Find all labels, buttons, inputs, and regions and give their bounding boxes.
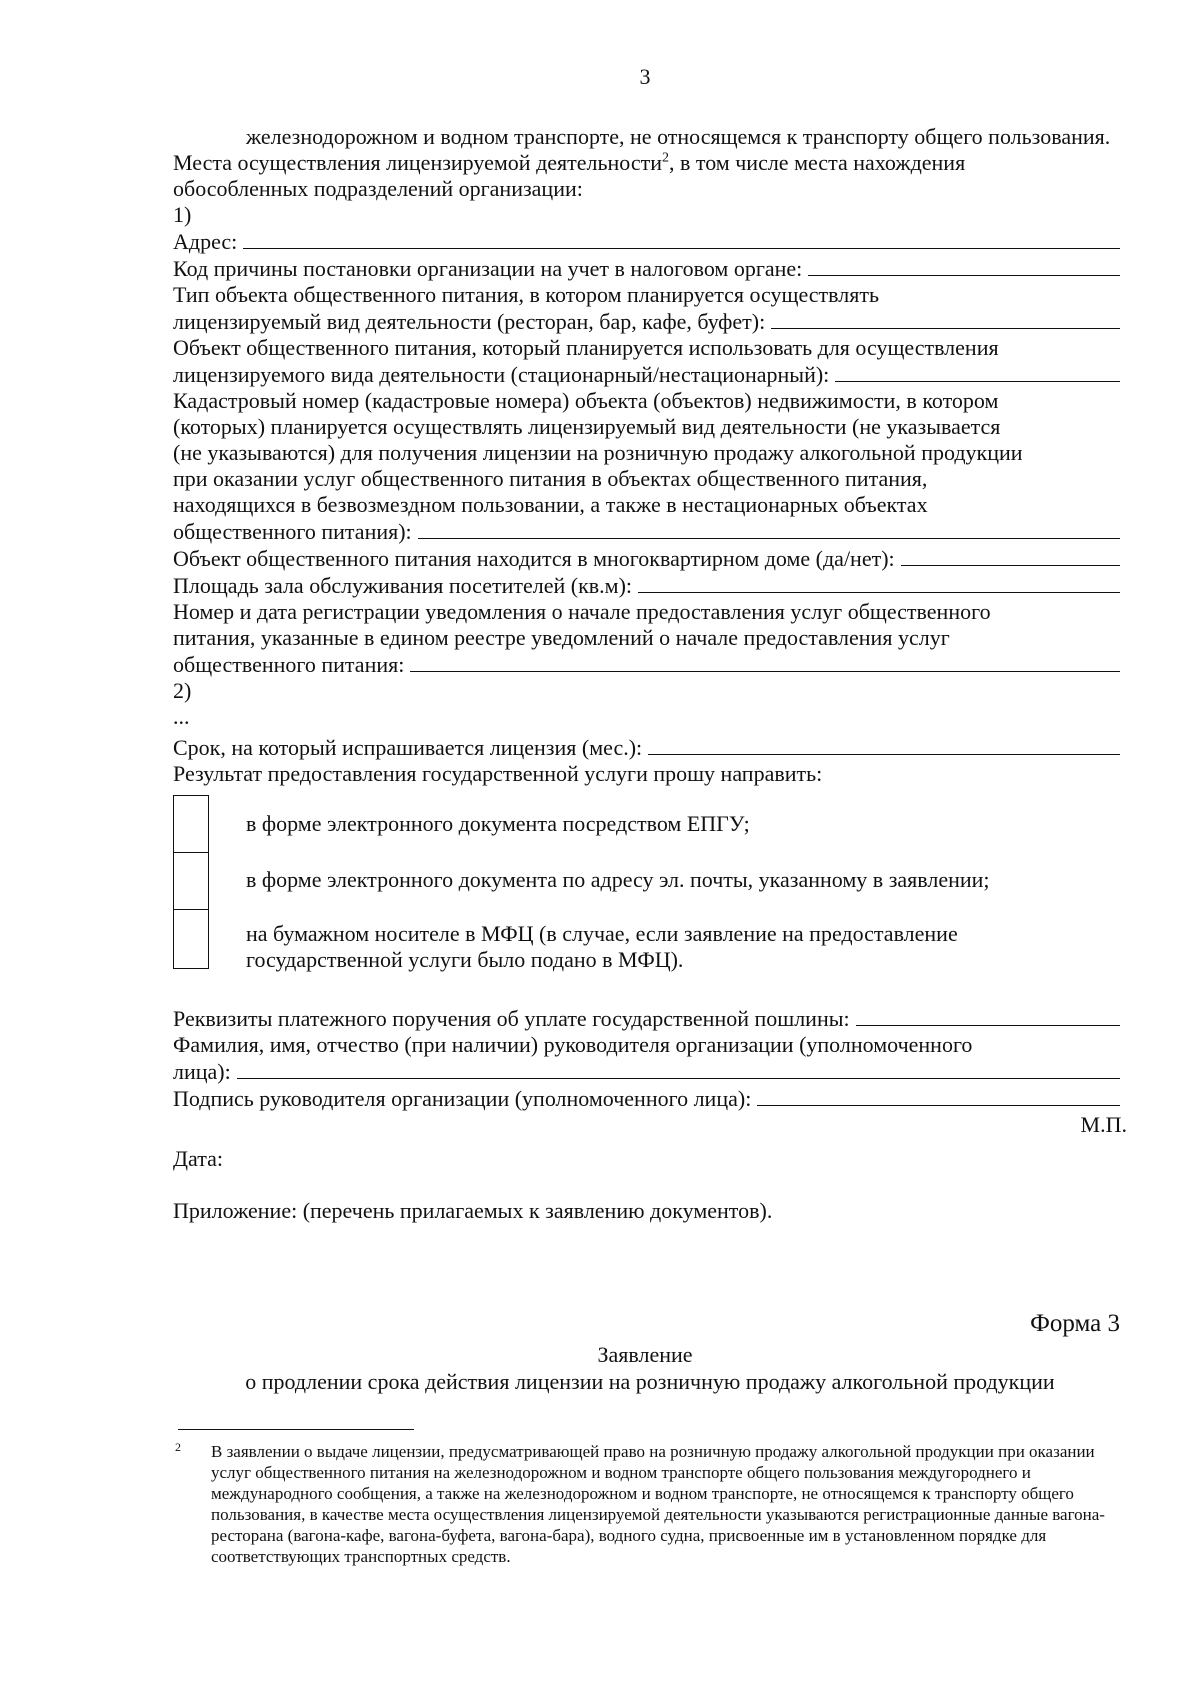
continued-paragraph: железнодорожном и водном транспорте, не относящемся к транспорту общего пользования. (246, 124, 1111, 149)
places-text: Места осуществления лицензируемой деятельности (173, 150, 663, 175)
application-subtitle: о продлении срока действия лицензии на розничную продажу алкогольной продукции (245, 1369, 1055, 1394)
cadastral-field[interactable] (418, 518, 1120, 539)
cadastral-label-line2: (которых) планируется осуществлять лицензируемый вид деятельности (не указывается (173, 414, 1001, 439)
address-field[interactable] (243, 228, 1120, 249)
apartment-building-row (173, 545, 1120, 572)
kpp-field[interactable] (808, 255, 1120, 276)
ellipsis: ... (173, 704, 190, 729)
object-kind-field[interactable] (835, 361, 1120, 382)
places-text-line2: обособленных подразделений организации: (173, 176, 583, 201)
term-label: Срок, на который испрашивается лицензия (мес.): (173, 735, 643, 760)
footnote-separator (178, 1429, 414, 1430)
result-delivery-label: Результат предоставления государственной услуги прошу направить: (173, 761, 823, 786)
object-type-label: лицензируемый вид деятельности (ресторан, бар, кафе, буфет): (173, 309, 766, 334)
notification-label-line2: питания, указанные в едином реестре уведомлений о начале предоставления услуг (173, 625, 950, 650)
option-mfc-label-line2: государственной услуги было подано в МФЦ). (246, 947, 684, 972)
option-email-label: в форме электронного документа по адресу эл. почты, указанному в заявлении; (246, 867, 990, 892)
object-kind-label-line1: Объект общественного питания, который планируется использовать для осуществления (173, 335, 999, 360)
checkbox-epgu[interactable] (173, 795, 209, 853)
item-number-1: 1) (173, 202, 192, 227)
address-label: Адрес: (173, 229, 238, 254)
object-type-row (173, 308, 1120, 335)
signature-field[interactable] (757, 1085, 1120, 1106)
cadastral-row (173, 518, 1120, 545)
application-title: Заявление (597, 1342, 693, 1367)
item-number-2: 2) (173, 678, 192, 703)
footnote-text: В заявлении о выдаче лицензии, предусматривающей право на розничную продажу алкогольной продукции при оказании услуг общественного питания на железнодорожном и водном транспорте общего пользования междугороднего и международного сообщения, а также на железнодорожном и водном транспорте, не относящемся к транспорту общего пользования, в качестве места осуществления лицензируемой деятельности указываются регистрационные данные вагона-ресторана (вагона-кафе, вагона-буфета, вагона-бара), водного судна, присвоенные им в установленном порядке для соответствующих транспортных средств. (211, 1442, 1105, 1566)
notification-field[interactable] (410, 651, 1120, 672)
notification-label-line1: Номер и дата регистрации уведомления о начале предоставления услуг общественного (173, 599, 991, 624)
footnote (173, 1441, 1123, 1567)
payment-row (173, 1005, 1120, 1032)
address-row (173, 228, 1120, 255)
attachments-label: Приложение: (перечень прилагаемых к заявлению документов). (173, 1198, 773, 1223)
head-name-row (173, 1058, 1120, 1085)
apartment-building-label: Объект общественного питания находится в многоквартирном доме (да/нет): (173, 546, 895, 571)
object-type-label-line1: Тип объекта общественного питания, в котором планируется осуществлять (173, 282, 880, 307)
hall-area-field[interactable] (638, 572, 1120, 593)
head-name-label: лица): (173, 1059, 231, 1084)
checkbox-email[interactable] (173, 851, 209, 910)
footnote-number: 2 (175, 1440, 181, 1454)
cadastral-label-line3: (не указываются) для получения лицензии на розничную продажу алкогольной продукции (173, 440, 1023, 465)
cadastral-label-line5: находящихся в безвозмездном пользовании, а также в нестационарных объектах (173, 492, 928, 517)
places-text-cont: , в том числе места нахождения (669, 150, 966, 175)
payment-field[interactable] (856, 1005, 1120, 1026)
signature-row (173, 1085, 1120, 1112)
form-body (173, 124, 1127, 1224)
notification-label: общественного питания: (173, 652, 405, 677)
seal-placeholder: М.П. (1080, 1112, 1127, 1137)
cadastral-label-line1: Кадастровый номер (кадастровые номера) объекта (объектов) недвижимости, в котором (173, 388, 999, 413)
date-label: Дата: (173, 1146, 223, 1171)
kpp-label: Код причины постановки организации на учет в налоговом органе: (173, 256, 803, 281)
head-name-label-line1: Фамилия, имя, отчество (при наличии) руководителя организации (уполномоченного (173, 1032, 973, 1057)
places-heading (173, 150, 1120, 202)
signature-label: Подпись руководителя организации (уполномоченного лица): (173, 1086, 752, 1111)
footnote-ref: 2 (662, 150, 670, 166)
term-row (173, 734, 1120, 761)
object-kind-row (173, 361, 1120, 388)
form-number: Форма 3 (1030, 1310, 1120, 1337)
option-epgu-label: в форме электронного документа посредством ЕПГУ; (246, 811, 750, 836)
head-name-field[interactable] (237, 1058, 1120, 1079)
hall-area-row (173, 572, 1120, 599)
apartment-building-field[interactable] (901, 545, 1120, 566)
delivery-options (173, 795, 1120, 991)
hall-area-label: Площадь зала обслуживания посетителей (кв.м): (173, 573, 633, 598)
kpp-row (173, 255, 1120, 282)
term-field[interactable] (648, 734, 1120, 755)
checkbox-mfc[interactable] (173, 909, 209, 969)
object-kind-label: лицензируемого вида деятельности (стационарный/нестационарный): (173, 362, 830, 387)
cadastral-label: общественного питания): (173, 519, 412, 544)
option-mfc-label-line1: на бумажном носителе в МФЦ (в случае, если заявление на предоставление (246, 921, 958, 946)
notification-row (173, 651, 1120, 678)
page-number: 3 (639, 64, 651, 89)
cadastral-label-line4: при оказании услуг общественного питания в объектах общественного питания, (173, 466, 928, 491)
payment-label: Реквизиты платежного поручения об уплате государственной пошлины: (173, 1006, 850, 1031)
object-type-field[interactable] (771, 308, 1120, 329)
